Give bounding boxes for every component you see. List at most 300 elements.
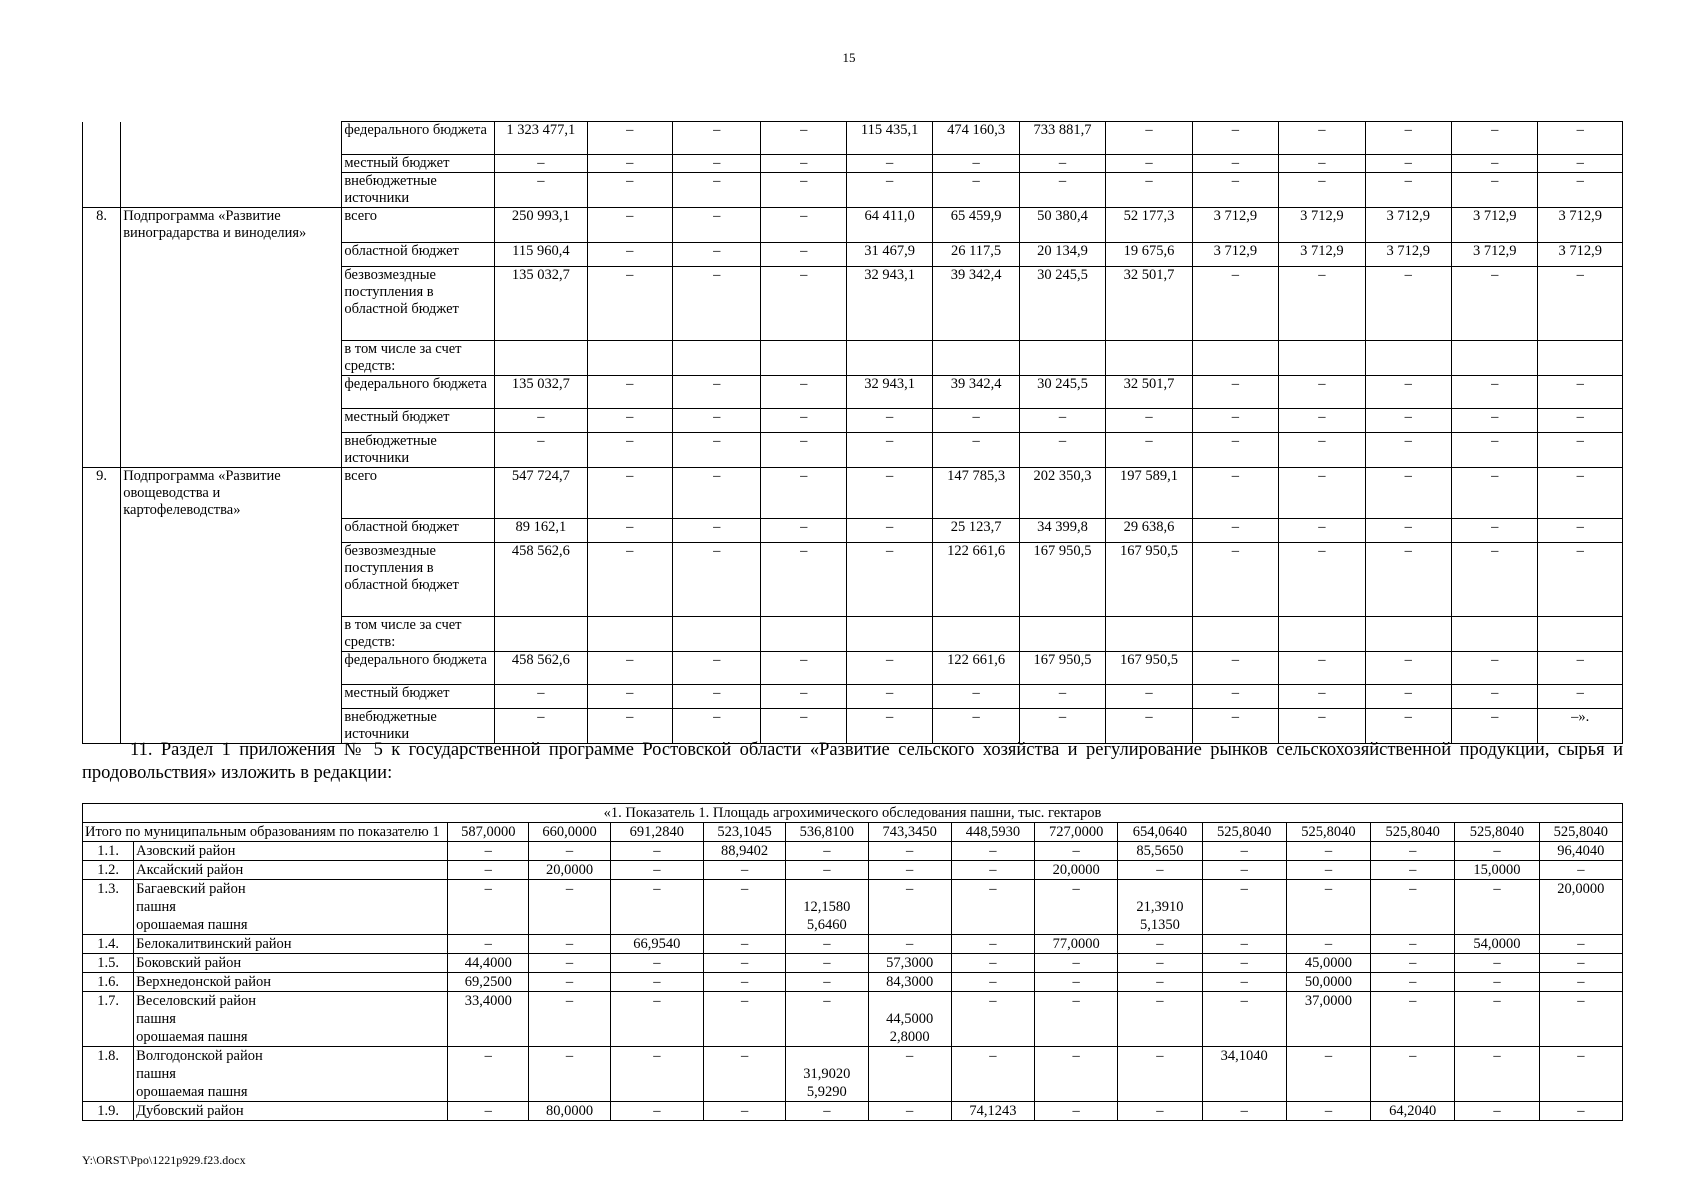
area-value: 84,3000 <box>868 973 951 992</box>
row-number <box>83 519 121 543</box>
amount-cell: – <box>1451 652 1537 685</box>
funding-source: безвозмездные поступления в областной бюджет <box>342 543 495 617</box>
area-value: 20,0000 <box>1539 880 1622 935</box>
amount-cell: – <box>1451 709 1537 744</box>
amount-cell: – <box>495 173 587 208</box>
budget-row <box>83 432 1623 467</box>
area-value: – <box>1286 880 1370 935</box>
amount-cell: – <box>933 432 1019 467</box>
funding-source: федерального бюджета <box>342 652 495 685</box>
amount-cell <box>1192 340 1278 375</box>
amount-cell: 39 342,4 <box>933 266 1019 340</box>
amount-cell: 167 950,5 <box>1019 543 1105 617</box>
amount-cell: – <box>1538 155 1623 173</box>
total-value: 448,5930 <box>951 823 1034 842</box>
funding-source: внебюджетные источники <box>342 709 495 744</box>
area-value: 45,0000 <box>1286 954 1370 973</box>
total-value: 691,2840 <box>610 823 703 842</box>
amount-cell: 197 589,1 <box>1106 467 1192 519</box>
area-value: – <box>1286 1102 1370 1121</box>
amount-cell: – <box>1451 685 1537 709</box>
district-row <box>83 861 1623 880</box>
area-value: – <box>1455 842 1539 861</box>
area-value: – <box>703 1047 785 1102</box>
area-value: 88,9402 <box>703 842 785 861</box>
amount-cell: 3 712,9 <box>1365 242 1451 266</box>
area-value: – <box>786 1102 868 1121</box>
row-number <box>83 155 121 173</box>
amount-cell: – <box>1538 408 1623 432</box>
area-value: – <box>1539 973 1622 992</box>
amount-cell: – <box>846 543 932 617</box>
amount-cell: – <box>1106 709 1192 744</box>
amount-cell: – <box>1192 173 1278 208</box>
amount-cell: – <box>846 685 932 709</box>
amount-cell: – <box>1279 122 1365 155</box>
amount-cell: – <box>761 709 846 744</box>
area-value: – <box>1371 842 1455 861</box>
area-value: – <box>1202 1102 1286 1121</box>
area-value: – <box>1286 935 1370 954</box>
row-number <box>83 617 121 652</box>
area-value: – <box>529 973 610 992</box>
amount-cell: – <box>1192 467 1278 519</box>
funding-source: местный бюджет <box>342 408 495 432</box>
area-value: – <box>1035 954 1118 973</box>
budget-row <box>83 375 1623 408</box>
area-value: – <box>1371 954 1455 973</box>
area-value: 33,4000 <box>448 992 529 1047</box>
amount-cell: – <box>1365 652 1451 685</box>
area-value: – <box>1202 973 1286 992</box>
amount-cell: 3 712,9 <box>1538 242 1623 266</box>
amount-cell: 135 032,7 <box>495 375 587 408</box>
amount-cell: – <box>495 709 587 744</box>
area-value: – <box>868 861 951 880</box>
amount-cell: – <box>587 408 672 432</box>
amount-cell: – <box>1279 519 1365 543</box>
amount-cell: 115 960,4 <box>495 242 587 266</box>
amount-cell <box>587 340 672 375</box>
subprogram-name <box>121 173 342 208</box>
area-value: – <box>1371 992 1455 1047</box>
amount-cell: – <box>761 242 846 266</box>
area-value: – <box>1118 954 1202 973</box>
funding-source: всего <box>342 208 495 243</box>
area-value: 12,1580 5,6460 <box>786 880 868 935</box>
budget-row <box>83 467 1623 519</box>
amount-cell: 34 399,8 <box>1019 519 1105 543</box>
amount-cell: – <box>587 543 672 617</box>
funding-source: областной бюджет <box>342 519 495 543</box>
amount-cell: 19 675,6 <box>1106 242 1192 266</box>
amount-cell: – <box>1192 519 1278 543</box>
row-number: 1.7. <box>83 992 134 1047</box>
amount-cell <box>1365 340 1451 375</box>
amount-cell <box>846 340 932 375</box>
area-value: – <box>529 1047 610 1102</box>
amount-cell <box>1106 340 1192 375</box>
amount-cell: – <box>673 208 761 243</box>
page-number: 15 <box>842 50 856 65</box>
budget-row <box>83 519 1623 543</box>
amount-cell: – <box>673 519 761 543</box>
area-value: – <box>951 935 1034 954</box>
area-value: – <box>951 954 1034 973</box>
amount-cell: – <box>1538 375 1623 408</box>
amount-cell: – <box>673 242 761 266</box>
amount-cell: 3 712,9 <box>1279 208 1365 243</box>
area-value: – <box>529 935 610 954</box>
amount-cell <box>846 617 932 652</box>
total-value: 660,0000 <box>529 823 610 842</box>
area-value: – <box>703 935 785 954</box>
area-value: 50,0000 <box>1286 973 1370 992</box>
area-value: 54,0000 <box>1455 935 1539 954</box>
area-value: – <box>868 842 951 861</box>
area-value: – <box>1118 992 1202 1047</box>
amount-cell: 250 993,1 <box>495 208 587 243</box>
amount-cell: – <box>587 242 672 266</box>
amount-cell <box>673 617 761 652</box>
area-value: – <box>786 992 868 1047</box>
area-value: – <box>1035 992 1118 1047</box>
amount-cell: – <box>846 519 932 543</box>
amount-cell: – <box>495 408 587 432</box>
amount-cell: – <box>673 155 761 173</box>
amount-cell: – <box>761 122 846 155</box>
area-value: – <box>1455 973 1539 992</box>
amount-cell: – <box>761 543 846 617</box>
district-name: Аксайский район <box>134 861 448 880</box>
area-value: 85,5650 <box>1118 842 1202 861</box>
area-value: – <box>868 1047 951 1102</box>
amount-cell: 25 123,7 <box>933 519 1019 543</box>
row-number: 1.6. <box>83 973 134 992</box>
amount-cell: – <box>1279 432 1365 467</box>
amount-cell <box>1279 340 1365 375</box>
area-value: – <box>1539 935 1622 954</box>
amount-cell: – <box>587 519 672 543</box>
row-number <box>83 432 121 467</box>
amount-cell: – <box>846 432 932 467</box>
subprogram-name <box>121 408 342 432</box>
area-value: – <box>786 842 868 861</box>
area-value: – <box>1202 992 1286 1047</box>
amount-cell: – <box>1106 155 1192 173</box>
funding-source: областной бюджет <box>342 242 495 266</box>
area-value: 77,0000 <box>1035 935 1118 954</box>
district-row <box>83 954 1623 973</box>
amount-cell: – <box>1192 408 1278 432</box>
area-value: – <box>951 861 1034 880</box>
area-value: – <box>610 861 703 880</box>
amount-cell: – <box>587 122 672 155</box>
row-number <box>83 652 121 685</box>
indicator-title: «1. Показатель 1. Площадь агрохимического обследования пашни, тыс. гектаров <box>83 804 1623 823</box>
total-label: Итого по муниципальным образованиям по показателю 1 <box>83 823 448 842</box>
area-value: – <box>1539 1047 1622 1102</box>
area-value: – <box>448 861 529 880</box>
area-value: – <box>703 954 785 973</box>
area-value: – <box>610 973 703 992</box>
district-name: Багаевский район пашня орошаемая пашня <box>134 880 448 935</box>
amount-cell: – <box>846 155 932 173</box>
total-value: 587,0000 <box>448 823 529 842</box>
amount-cell: 115 435,1 <box>846 122 932 155</box>
area-value: – <box>1539 861 1622 880</box>
amount-cell: – <box>1365 519 1451 543</box>
amount-cell: – <box>1019 685 1105 709</box>
row-number <box>83 685 121 709</box>
amount-cell: – <box>1106 685 1192 709</box>
district-name: Верхнедонской район <box>134 973 448 992</box>
area-value: – <box>703 992 785 1047</box>
area-value: 44,4000 <box>448 954 529 973</box>
row-number: 9. <box>83 467 121 519</box>
amount-cell: 167 950,5 <box>1106 543 1192 617</box>
amount-cell: – <box>1538 652 1623 685</box>
district-name: Дубовский район <box>134 1102 448 1121</box>
amount-cell: – <box>846 173 932 208</box>
amount-cell: 547 724,7 <box>495 467 587 519</box>
instruction-paragraph: 11. Раздел 1 приложения № 5 к государственной программе Ростовской области «Развитие сельского хозяйства и регулирование рынков сельскохозяйственной продукции, сырья и продовольствия» изложить в редакции: <box>82 740 1623 783</box>
amount-cell: 32 501,7 <box>1106 266 1192 340</box>
area-value: 37,0000 <box>1286 992 1370 1047</box>
amount-cell: 122 661,6 <box>933 543 1019 617</box>
area-value: – <box>1371 1047 1455 1102</box>
area-value: – <box>1202 880 1286 935</box>
row-number: 1.4. <box>83 935 134 954</box>
area-value: – <box>610 880 703 935</box>
amount-cell: 3 712,9 <box>1538 208 1623 243</box>
amount-cell: – <box>1365 408 1451 432</box>
amount-cell: – <box>761 432 846 467</box>
amount-cell <box>1279 617 1365 652</box>
area-value: – <box>1455 1102 1539 1121</box>
amount-cell <box>1365 617 1451 652</box>
area-value: 96,4040 <box>1539 842 1622 861</box>
amount-cell: – <box>1279 173 1365 208</box>
district-row <box>83 1047 1623 1102</box>
amount-cell: 30 245,5 <box>1019 266 1105 340</box>
amount-cell: 32 943,1 <box>846 375 932 408</box>
area-value: – <box>1286 842 1370 861</box>
amount-cell: – <box>761 519 846 543</box>
area-value: – <box>1286 1047 1370 1102</box>
area-value: – <box>1118 861 1202 880</box>
amount-cell: 32 943,1 <box>846 266 932 340</box>
subprogram-name: Подпрограмма «Развитие виноградарства и виноделия» <box>121 208 342 243</box>
amount-cell: 52 177,3 <box>1106 208 1192 243</box>
amount-cell <box>1106 617 1192 652</box>
funding-source: местный бюджет <box>342 685 495 709</box>
amount-cell: – <box>1279 685 1365 709</box>
amount-cell: 1 323 477,1 <box>495 122 587 155</box>
district-name: Белокалитвинский район <box>134 935 448 954</box>
total-value: 727,0000 <box>1035 823 1118 842</box>
amount-cell: – <box>1365 122 1451 155</box>
amount-cell: 167 950,5 <box>1106 652 1192 685</box>
amount-cell: – <box>846 408 932 432</box>
district-name: Веселовский район пашня орошаемая пашня <box>134 992 448 1047</box>
row-number <box>83 266 121 340</box>
area-value: 44,5000 2,8000 <box>868 992 951 1047</box>
amount-cell: – <box>1538 173 1623 208</box>
subprogram-name <box>121 266 342 340</box>
amount-cell: – <box>1451 432 1537 467</box>
amount-cell: – <box>1192 122 1278 155</box>
amount-cell: – <box>1192 375 1278 408</box>
area-value: – <box>951 973 1034 992</box>
amount-cell <box>1019 617 1105 652</box>
total-value: 523,1045 <box>703 823 785 842</box>
amount-cell: – <box>933 173 1019 208</box>
funding-source: местный бюджет <box>342 155 495 173</box>
area-value: – <box>448 1047 529 1102</box>
area-value: 20,0000 <box>1035 861 1118 880</box>
area-value: – <box>1035 1102 1118 1121</box>
budget-row <box>83 543 1623 617</box>
area-value: – <box>1539 954 1622 973</box>
amount-cell: 64 411,0 <box>846 208 932 243</box>
amount-cell: – <box>587 173 672 208</box>
amount-cell: – <box>673 173 761 208</box>
district-row <box>83 842 1623 861</box>
amount-cell: – <box>495 685 587 709</box>
amount-cell: – <box>761 208 846 243</box>
row-number <box>83 375 121 408</box>
area-value: – <box>703 880 785 935</box>
area-value: – <box>1035 1047 1118 1102</box>
total-value: 536,8100 <box>786 823 868 842</box>
budget-row <box>83 242 1623 266</box>
amount-cell: 3 712,9 <box>1451 242 1537 266</box>
budget-row <box>83 122 1623 155</box>
row-number: 1.5. <box>83 954 134 973</box>
amount-cell: – <box>1365 375 1451 408</box>
funding-source: внебюджетные источники <box>342 173 495 208</box>
amount-cell: – <box>1451 543 1537 617</box>
amount-cell: – <box>761 173 846 208</box>
amount-cell: – <box>1365 266 1451 340</box>
subprogram-name <box>121 432 342 467</box>
total-value: 525,8040 <box>1371 823 1455 842</box>
amount-cell <box>1192 617 1278 652</box>
amount-cell: – <box>1451 467 1537 519</box>
area-value: – <box>448 1102 529 1121</box>
amount-cell: – <box>1538 432 1623 467</box>
amount-cell <box>673 340 761 375</box>
file-path-footer: Y:\ORST\Ppo\1221p929.f23.docx <box>82 1153 246 1167</box>
area-value: 34,1040 <box>1202 1047 1286 1102</box>
amount-cell: – <box>761 652 846 685</box>
amount-cell: – <box>1365 685 1451 709</box>
amount-cell: – <box>587 155 672 173</box>
subprogram-name <box>121 155 342 173</box>
amount-cell: 3 712,9 <box>1365 208 1451 243</box>
area-value: – <box>1539 1102 1622 1121</box>
amount-cell: – <box>761 375 846 408</box>
area-value: – <box>448 935 529 954</box>
amount-cell: – <box>1451 266 1537 340</box>
area-value: 20,0000 <box>529 861 610 880</box>
area-value: 21,3910 5,1350 <box>1118 880 1202 935</box>
amount-cell: – <box>1019 432 1105 467</box>
area-value: – <box>610 992 703 1047</box>
subprogram-name <box>121 543 342 617</box>
area-value: – <box>703 861 785 880</box>
funding-source: в том числе за счет средств: <box>342 617 495 652</box>
area-value: – <box>1118 1047 1202 1102</box>
row-number: 8. <box>83 208 121 243</box>
amount-cell: – <box>1365 432 1451 467</box>
amount-cell: – <box>587 467 672 519</box>
amount-cell: – <box>1365 173 1451 208</box>
area-value: – <box>786 973 868 992</box>
amount-cell: – <box>1192 543 1278 617</box>
amount-cell: – <box>1451 375 1537 408</box>
area-value: – <box>786 935 868 954</box>
total-value: 525,8040 <box>1539 823 1622 842</box>
total-value: 743,3450 <box>868 823 951 842</box>
amount-cell: – <box>1019 173 1105 208</box>
area-value: – <box>703 1102 785 1121</box>
amount-cell <box>761 340 846 375</box>
area-value: – <box>1118 935 1202 954</box>
area-value: 31,9020 5,9290 <box>786 1047 868 1102</box>
budget-row <box>83 208 1623 243</box>
amount-cell: 458 562,6 <box>495 652 587 685</box>
amount-cell: – <box>1019 155 1105 173</box>
subprogram-name <box>121 519 342 543</box>
amount-cell: – <box>673 266 761 340</box>
amount-cell: – <box>1279 709 1365 744</box>
area-value: – <box>1539 992 1622 1047</box>
amount-cell: – <box>933 685 1019 709</box>
amount-cell: – <box>1365 467 1451 519</box>
district-row <box>83 880 1623 935</box>
amount-cell: 167 950,5 <box>1019 652 1105 685</box>
amount-cell: – <box>933 408 1019 432</box>
area-value: – <box>786 861 868 880</box>
row-number <box>83 173 121 208</box>
subprogram-name <box>121 375 342 408</box>
subprogram-name <box>121 122 342 155</box>
amount-cell <box>933 617 1019 652</box>
amount-cell: 20 134,9 <box>1019 242 1105 266</box>
amount-cell: – <box>1451 122 1537 155</box>
amount-cell: – <box>1106 432 1192 467</box>
amount-cell: – <box>1192 155 1278 173</box>
amount-cell: – <box>673 467 761 519</box>
area-value: – <box>1202 842 1286 861</box>
area-value: – <box>1035 842 1118 861</box>
amount-cell: 29 638,6 <box>1106 519 1192 543</box>
amount-cell <box>1538 340 1623 375</box>
area-value: – <box>1202 861 1286 880</box>
budget-row <box>83 266 1623 340</box>
area-value: – <box>703 973 785 992</box>
amount-cell: – <box>673 122 761 155</box>
amount-cell: – <box>587 652 672 685</box>
subprogram-name <box>121 685 342 709</box>
district-name: Волгодонской район пашня орошаемая пашня <box>134 1047 448 1102</box>
amount-cell <box>933 340 1019 375</box>
amount-cell: – <box>1192 432 1278 467</box>
amount-cell: – <box>1279 408 1365 432</box>
amount-cell: – <box>495 432 587 467</box>
